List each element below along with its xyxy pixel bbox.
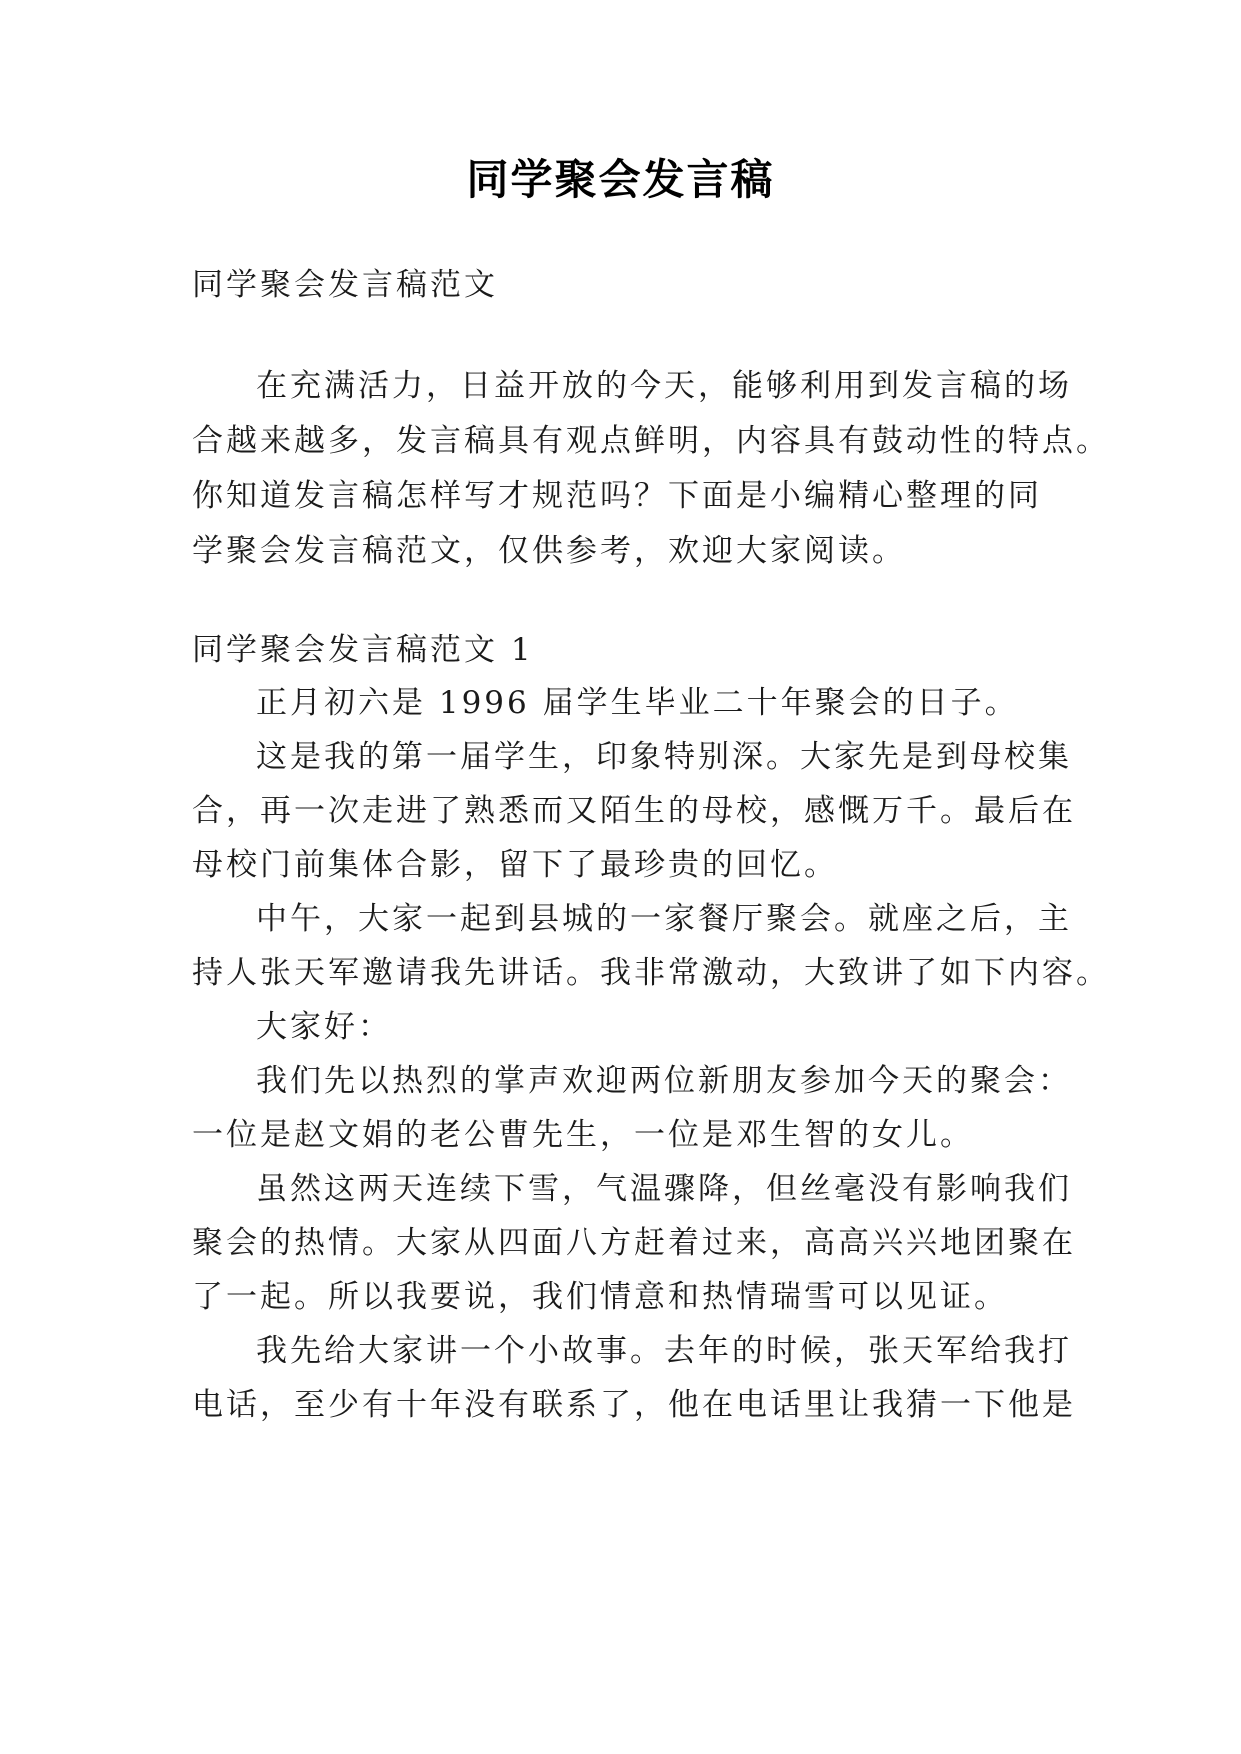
- intro-line: 合越来越多，发言稿具有观点鲜明，内容具有鼓动性的特点。: [192, 423, 1110, 459]
- body-line: 大家好：: [256, 1009, 392, 1045]
- body-line: 母校门前集体合影，留下了最珍贵的回忆。: [192, 847, 838, 883]
- section-heading: 同学聚会发言稿范文 1: [192, 632, 534, 668]
- body-line: 一位是赵文娟的老公曹先生，一位是邓生智的女儿。: [192, 1117, 974, 1153]
- body-line: 我先给大家讲一个小故事。去年的时候，张天军给我打: [256, 1333, 1072, 1369]
- body-line: 了一起。所以我要说，我们情意和热情瑞雪可以见证。: [192, 1279, 1008, 1315]
- body-line: 持人张天军邀请我先讲话。我非常激动，大致讲了如下内容。: [192, 955, 1110, 991]
- subtitle: 同学聚会发言稿范文: [192, 267, 498, 303]
- intro-line: 你知道发言稿怎样写才规范吗？下面是小编精心整理的同: [192, 478, 1042, 514]
- body-line: 虽然这两天连续下雪，气温骤降，但丝毫没有影响我们: [256, 1171, 1072, 1207]
- body-line: 我们先以热烈的掌声欢迎两位新朋友参加今天的聚会：: [256, 1063, 1072, 1099]
- body-line: 合，再一次走进了熟悉而又陌生的母校，感慨万千。最后在: [192, 793, 1076, 829]
- intro-line: 学聚会发言稿范文，仅供参考，欢迎大家阅读。: [192, 533, 906, 569]
- body-line: 正月初六是 1996 届学生毕业二十年聚会的日子。: [256, 685, 1019, 721]
- body-line: 中午，大家一起到县城的一家餐厅聚会。就座之后，主: [256, 901, 1072, 937]
- intro-line: 在充满活力，日益开放的今天，能够利用到发言稿的场: [256, 368, 1072, 404]
- document-title: 同学聚会发言稿: [466, 155, 775, 204]
- body-line: 电话，至少有十年没有联系了，他在电话里让我猜一下他是: [192, 1387, 1076, 1423]
- body-line: 聚会的热情。大家从四面八方赶着过来，高高兴兴地团聚在: [192, 1225, 1076, 1261]
- body-line: 这是我的第一届学生，印象特别深。大家先是到母校集: [256, 739, 1072, 775]
